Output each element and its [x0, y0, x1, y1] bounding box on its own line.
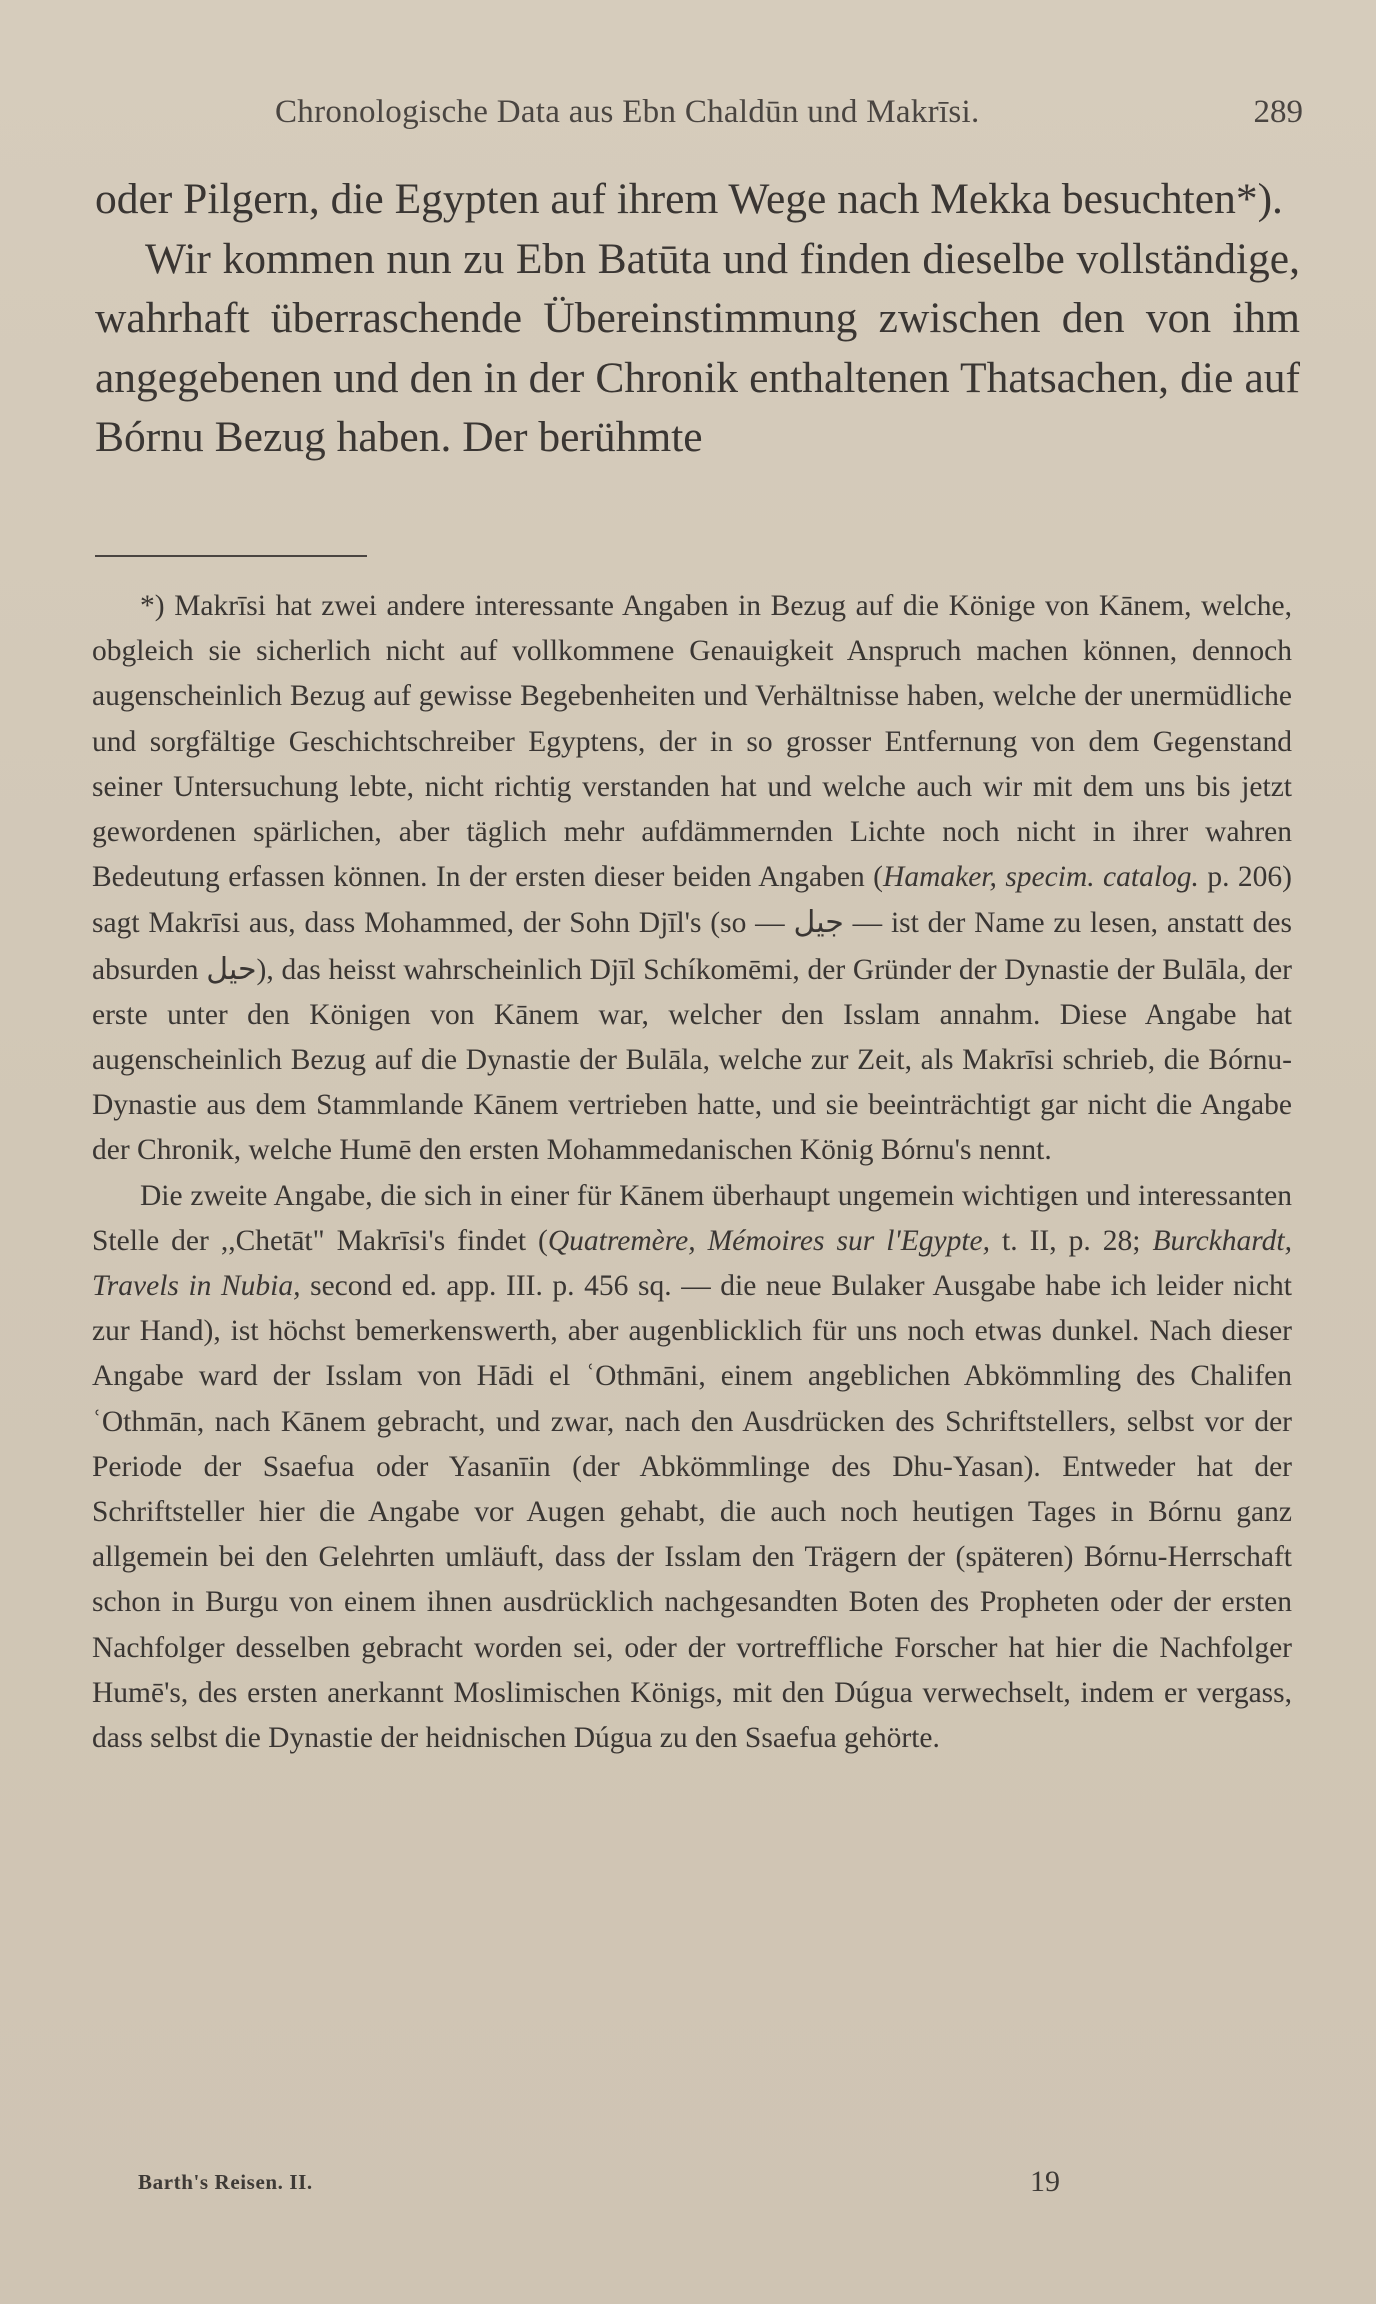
paragraph: oder Pilgern, die Egypten auf ihrem Wege nach Mekka besuchten*). [95, 175, 1283, 223]
footnote-paragraph [92, 1174, 1292, 1762]
citation: Burckhardt, Travels in Nubia, [92, 1224, 1292, 1303]
footnote-text: Die zweite Angabe, die sich in einer für Kānem überhaupt ungemein wichtigen und interessanten Stelle der ,,Chetāt" Makrīsi's findet ( [92, 1179, 1292, 1257]
paragraph: Wir kommen nun zu Ebn Batūta und finden dieselbe vollständige, wahrhaft überraschende Übereinstimmung zwischen den von ihm angegebenen und den in der Chronik enthaltenen Thatsachen, die auf Bórnu Bezug haben. Der berühmte [95, 234, 1300, 461]
footnote-text: *) Makrīsi hat zwei andere interessante Angaben in Bezug auf die Könige von Kānem, welche, obgleich sie sicherlich nicht auf vollkommene Genauigkeit Anspruch machen können, dennoch augenscheinlich Bezug auf gewisse Begebenheiten und Verhältnisse haben, welche der unermüdliche und sorgfältige Geschichtschreiber Egyptens, der in so grosser Entfernung von dem Gegenstand seiner Untersuchung lebte, nicht richtig verstanden hat und welche auch wir mit dem uns bis jetzt gewordenen spärlichen, aber täglich mehr aufdämmernden Lichte noch nicht in ihrer wahren Bedeutung erfassen können. In der ersten dieser beiden Angaben ( [92, 590, 1292, 894]
footnote-text: — ist der Name zu lesen, anstatt des absurden [92, 907, 1292, 986]
footnote-text: t. II, p. 28; [990, 1224, 1153, 1257]
sheet-number: 19 [1030, 2165, 1060, 2198]
main-text [95, 170, 1300, 468]
citation: Hamaker, specim. catalog. [883, 861, 1199, 894]
footnote-rule [95, 555, 367, 557]
arabic-word: حيل [206, 951, 257, 987]
footnote-paragraph [92, 584, 1292, 1174]
signature-mark: Barth's Reisen. II. [138, 2170, 313, 2194]
footnote-text: ), das heisst wahrscheinlich Djīl Schíkomēmi, der Gründer der Dynastie der Bulāla, der erste unter den Königen von Kānem war, welcher den Isslam annahm. Diese Angabe hat augenscheinlich Bezug auf die Dynastie der Bulāla, welche zur Zeit, als Makrīsi schrieb, die Bórnu-Dynastie aus dem Stammlande Kānem vertrieben hatte, und sie beeinträchtigt gar nicht die Angabe der Chronik, welche Humē den ersten Mohammedanischen König Bórnu's nennt. [92, 953, 1292, 1167]
footnote-text: second ed. app. III. p. 456 sq. — die neue Bulaker Ausgabe habe ich leider nicht zur Hand), ist höchst bemerkenswerth, aber augenblicklich für uns noch etwas dunkel. Nach dieser Angabe ward der Isslam von Hādi el ʿOthmāni, einem angeblichen Abkömmling des Chalifen ʿOthmān, nach Kānem gebracht, und zwar, nach den Ausdrücken des Schriftstellers, selbst vor der Periode der Ssaefua oder Yasanīin (der Abkömmlinge des Dhu-Yasan). Entweder hat der Schriftsteller hier die Angabe vor Augen gehabt, die auch noch heutigen Tages in Bórnu ganz allgemein bei den Gelehrten umläuft, dass der Isslam den Trägern der (späteren) Bórnu-Herrschaft schon in Burgu von einem ihnen ausdrücklich nachgesandten Boten des Propheten oder der ersten Nachfolger desselben gebracht worden sei, oder der vortreffliche Forscher hat hier die Nachfolger Humē's, des ersten anerkannt Moslimischen Königs, mit den Dúgua verwechselt, indem er vergass, dass selbst die Dynastie der heidnischen Dúgua zu den Ssaefua gehörte. [92, 1270, 1293, 1755]
footnote-text: p. 206) sagt Makrīsi aus, dass Mohammed, der Sohn Djīl's (so — [92, 861, 1292, 940]
page-number: 289 [1253, 94, 1303, 130]
footnote [92, 584, 1292, 1761]
running-head [95, 88, 1303, 138]
citation: Quatremère, Mémoires sur l'Egypte, [547, 1224, 990, 1257]
arabic-word: جيل [793, 905, 844, 941]
running-title: Chronologische Data aus Ebn Chaldūn und Makrīsi. [275, 94, 980, 130]
